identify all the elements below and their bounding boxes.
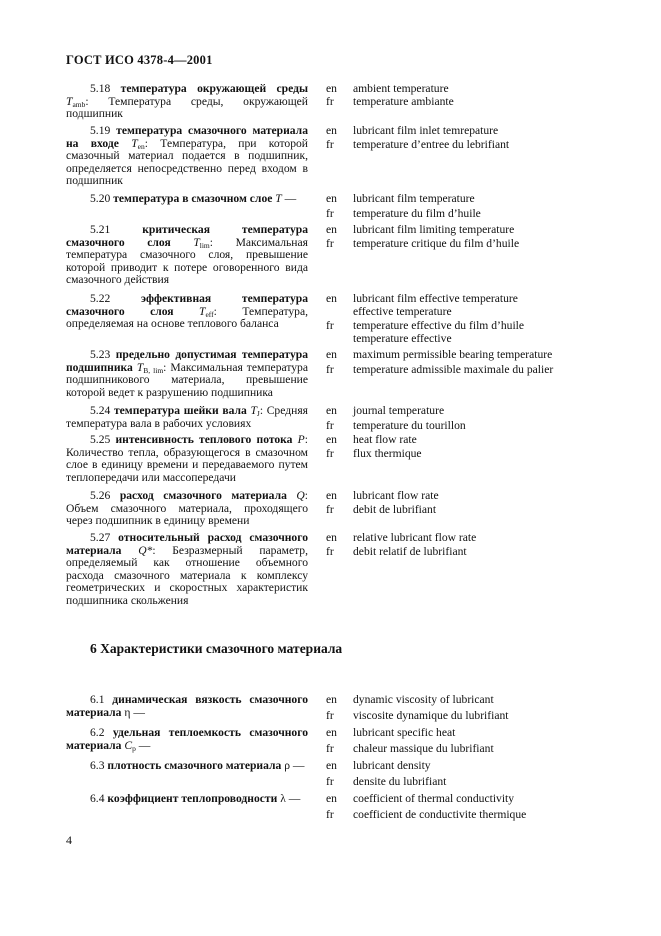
equivalent-en: dynamic viscosity of lubricant bbox=[353, 693, 494, 706]
equivalent-fr: flux thermique bbox=[353, 447, 422, 460]
term-5-19: 5.19 температура смазочного материала на входе $T_{en}$: Температура, при которой смазочный материал подается в подшипник, определяется непосредственно перед входом в подшипник bbox=[66, 124, 308, 187]
term-5-27: 5.27 относительный расход смазочного материала Q*: Безразмерный параметр, определяемый как отношение объемного расхода смазочного материала к комплексу геометрических и скоростных характеристик подшипника скольжения bbox=[66, 531, 309, 607]
lang-en: en bbox=[326, 348, 337, 361]
equivalent-en: coefficient of thermal conductivity bbox=[353, 792, 515, 805]
equivalent-fr: temperature d’entree du lebrifiant bbox=[353, 138, 510, 151]
equivalent-en: ambient temperature bbox=[353, 82, 449, 95]
lang-fr: fr bbox=[326, 95, 334, 108]
term-6-4: 6.4 коэффициент теплопроводности λ — bbox=[90, 792, 301, 805]
equivalent-fr: temperature critique du film d’huile bbox=[353, 237, 520, 250]
lang-fr: fr bbox=[326, 775, 334, 788]
term-5-18: 5.18 температура окружающей среды $T_{amb}$: Температура среды, окружающей подшипник bbox=[66, 82, 308, 120]
equivalent-fr: temperature du film d’huile bbox=[353, 207, 481, 220]
lang-en: en bbox=[326, 759, 337, 772]
lang-en: en bbox=[326, 404, 337, 417]
equivalent-fr: temperature du tourillon bbox=[353, 419, 466, 432]
lang-fr: fr bbox=[326, 319, 334, 332]
term-5-21: 5.21 критическая температура смазочного слоя $T_{lim}$: Максимальная температура смазочного слоя, превышение которой приводит к потере оговоренного вида смазочного действия bbox=[66, 223, 308, 286]
lang-fr: fr bbox=[326, 419, 334, 432]
equivalent-fr: chaleur massique du lubrifiant bbox=[353, 742, 494, 755]
section-title: 6 Характеристики смазочного материала bbox=[90, 641, 343, 656]
lang-fr: fr bbox=[326, 709, 334, 722]
equivalent-fr: viscosite dynamique du lubrifiant bbox=[353, 709, 509, 722]
term-6-2: 6.2 удельная теплоемкость смазочного материала $C_p$ — bbox=[66, 726, 308, 753]
equivalent-fr: densite du lubrifiant bbox=[353, 775, 447, 788]
equivalent-fr: debit de lubrifiant bbox=[353, 503, 437, 516]
term-5-25: 5.25 интенсивность теплового потока P: Количество тепла, образующегося в смазочном слое в единицу времени и передаваемого путем теплопередачи или массопередачи bbox=[66, 433, 308, 484]
page-number: 4 bbox=[66, 833, 72, 847]
term-5-26: 5.26 расход смазочного материала Q: Объем смазочного материала, проходящего через подшипник в единицу времени bbox=[66, 489, 308, 527]
lang-fr: fr bbox=[326, 447, 334, 460]
lang-fr: fr bbox=[326, 207, 334, 220]
lang-fr: fr bbox=[326, 138, 334, 151]
lang-en: en bbox=[326, 531, 337, 544]
equivalent-fr: debit relatif de lubrifiant bbox=[353, 545, 467, 558]
lang-en: en bbox=[326, 82, 337, 95]
lang-en: en bbox=[326, 489, 337, 502]
lang-en: en bbox=[326, 223, 337, 236]
lang-en: en bbox=[326, 726, 337, 739]
lang-fr: fr bbox=[326, 808, 334, 821]
equivalent-fr: temperature effective du film d’huile temperature effective bbox=[353, 319, 525, 345]
lang-en: en bbox=[326, 433, 337, 446]
term-5-24: 5.24 температура шейки вала $T_J$: Средняя температура вала в рабочих условиях bbox=[66, 404, 308, 430]
lang-en: en bbox=[326, 292, 337, 305]
equivalent-fr: coefficient de conductivite thermique bbox=[353, 808, 527, 821]
equivalent-en: lubricant film effective temperature effective temperature bbox=[353, 292, 518, 318]
equivalent-en: heat flow rate bbox=[353, 433, 417, 446]
term-6-3: 6.3 плотность смазочного материала ρ — bbox=[90, 759, 305, 772]
lang-fr: fr bbox=[326, 363, 334, 376]
equivalent-en: maximum permissible bearing temperature bbox=[353, 348, 553, 361]
equivalent-en: lubricant film inlet temrepature bbox=[353, 124, 499, 137]
lang-en: en bbox=[326, 693, 337, 706]
lang-en: en bbox=[326, 124, 337, 137]
term-5-20: 5.20 температура в смазочном слое T — bbox=[90, 192, 297, 205]
lang-fr: fr bbox=[326, 742, 334, 755]
equivalent-en: lubricant flow rate bbox=[353, 489, 439, 502]
equivalent-en: lubricant specific heat bbox=[353, 726, 456, 739]
document-header: ГОСТ ИСО 4378-4—2001 bbox=[66, 53, 213, 67]
term-5-23: 5.23 предельно допустимая температура подшипника $T_{B, lim}$: Максимальная температура подшипникового материала, превышение которой ведет к разрушению подшипника bbox=[66, 348, 308, 399]
equivalent-en: journal temperature bbox=[353, 404, 445, 417]
equivalent-fr: temperature admissible maximale du palier bbox=[353, 363, 554, 376]
term-5-22: 5.22 эффективная температура смазочного слоя $T_{eff}$: Температура, определяемая на основе теплового баланса bbox=[66, 292, 308, 330]
lang-en: en bbox=[326, 192, 337, 205]
lang-fr: fr bbox=[326, 237, 334, 250]
equivalent-en: lubricant film temperature bbox=[353, 192, 475, 205]
equivalent-en: relative lubricant flow rate bbox=[353, 531, 477, 544]
lang-fr: fr bbox=[326, 545, 334, 558]
lang-fr: fr bbox=[326, 503, 334, 516]
equivalent-fr: temperature ambiante bbox=[353, 95, 454, 108]
equivalent-en: lubricant film limiting temperature bbox=[353, 223, 515, 236]
term-6-1: 6.1 динамическая вязкость смазочного материала η — bbox=[66, 693, 308, 719]
lang-en: en bbox=[326, 792, 337, 805]
equivalent-en: lubricant density bbox=[353, 759, 431, 772]
